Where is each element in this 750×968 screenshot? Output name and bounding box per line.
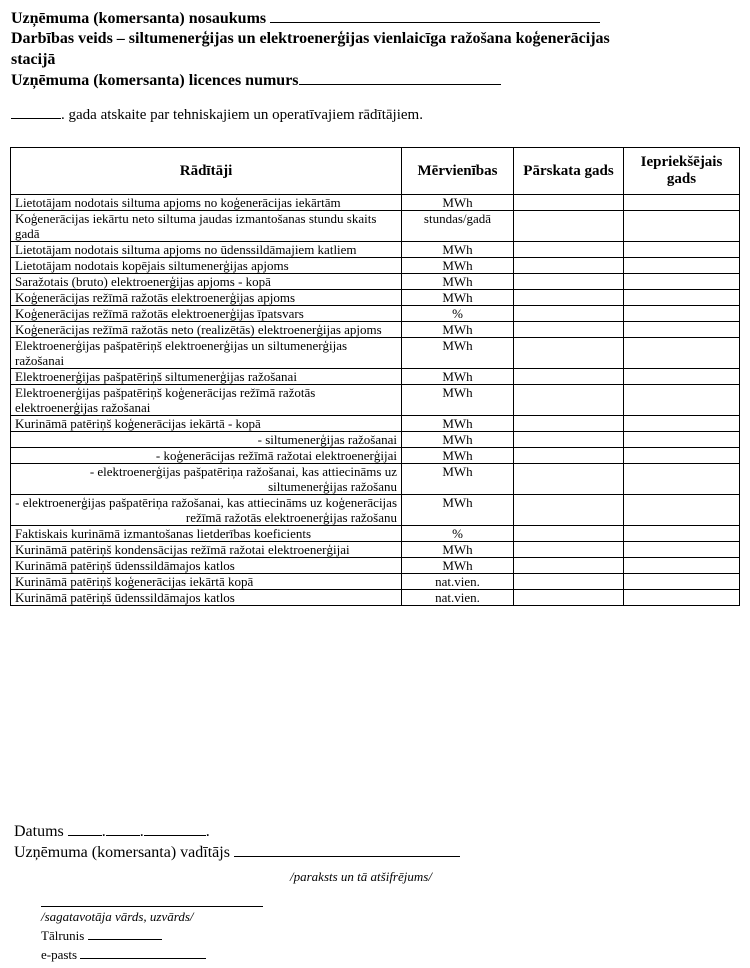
table-row xyxy=(11,448,740,464)
header-previous-year: Iepriekšējais gads xyxy=(624,148,740,195)
report-year-cell[interactable] xyxy=(514,574,624,590)
report-year-cell[interactable] xyxy=(514,448,624,464)
license-number-line xyxy=(11,71,501,90)
report-year-cell[interactable] xyxy=(514,338,624,369)
previous-year-cell[interactable] xyxy=(624,432,740,448)
indicator-cell: Kurināmā patēriņš koģenerācijas iekārtā - kopā xyxy=(11,416,402,432)
table-row xyxy=(11,195,740,211)
table-row xyxy=(11,274,740,290)
previous-year-cell[interactable] xyxy=(624,385,740,416)
indicator-cell: Kurināmā patēriņš kondensācijas režīmā ražotai elektroenerģijai xyxy=(11,542,402,558)
previous-year-cell[interactable] xyxy=(624,258,740,274)
indicator-cell: - koģenerācijas režīmā ražotai elektroenerģijai xyxy=(11,448,402,464)
previous-year-cell[interactable] xyxy=(624,495,740,526)
unit-cell: % xyxy=(402,306,514,322)
report-year-cell[interactable] xyxy=(514,369,624,385)
unit-cell: MWh xyxy=(402,195,514,211)
previous-year-cell[interactable] xyxy=(624,542,740,558)
table-row xyxy=(11,558,740,574)
previous-year-cell[interactable] xyxy=(624,211,740,242)
unit-cell: % xyxy=(402,526,514,542)
unit-cell: MWh xyxy=(402,258,514,274)
indicator-cell: Elektroenerģijas pašpatēriņš koģenerācijas režīmā ražotās elektroenerģijas ražošanai xyxy=(11,385,402,416)
table-row xyxy=(11,495,740,526)
indicator-cell: Elektroenerģijas pašpatēriņš elektroenerģijas un siltumenerģijas ražošanai xyxy=(11,338,402,369)
report-year-cell[interactable] xyxy=(514,558,624,574)
phone-line xyxy=(41,928,162,944)
report-year-cell[interactable] xyxy=(514,258,624,274)
table-row xyxy=(11,211,740,242)
unit-cell: MWh xyxy=(402,416,514,432)
report-year-cell[interactable] xyxy=(514,385,624,416)
indicator-cell: Kurināmā patēriņš ūdenssildāmajos katlos xyxy=(11,590,402,606)
indicator-cell: Lietotājam nodotais kopējais siltumenerģijas apjoms xyxy=(11,258,402,274)
email-field[interactable] xyxy=(80,958,206,959)
table-row xyxy=(11,369,740,385)
indicator-cell: Koģenerācijas režīmā ražotās neto (realizētās) elektroenerģijas apjoms xyxy=(11,322,402,338)
report-year-cell[interactable] xyxy=(514,290,624,306)
unit-cell: MWh xyxy=(402,385,514,416)
previous-year-cell[interactable] xyxy=(624,290,740,306)
unit-cell: MWh xyxy=(402,464,514,495)
report-year-cell[interactable] xyxy=(514,274,624,290)
company-name-label: Uzņēmuma (komersanta) nosaukums xyxy=(11,10,267,27)
company-name-line xyxy=(11,9,600,28)
indicator-cell: Koģenerācijas iekārtu neto siltuma jaudas izmantošanas stundu skaits gadā xyxy=(11,211,402,242)
indicator-cell: Lietotājam nodotais siltuma apjoms no koģenerācijas iekārtām xyxy=(11,195,402,211)
previous-year-cell[interactable] xyxy=(624,274,740,290)
indicator-cell: Elektroenerģijas pašpatēriņš siltumenerģijas ražošanai xyxy=(11,369,402,385)
indicator-cell: - elektroenerģijas pašpatēriņa ražošanai, kas attiecināms uz koģenerācijas režīmā ražotās elektroenerģijas ražošanu xyxy=(11,495,402,526)
previous-year-cell[interactable] xyxy=(624,338,740,369)
report-year-cell[interactable] xyxy=(514,416,624,432)
indicators-table xyxy=(10,147,740,606)
phone-field[interactable] xyxy=(88,939,162,940)
phone-label: Tālrunis xyxy=(41,928,85,943)
head-label: Uzņēmuma (komersanta) vadītājs xyxy=(14,844,230,861)
report-year-cell[interactable] xyxy=(514,432,624,448)
table-row xyxy=(11,416,740,432)
indicator-cell: Kurināmā patēriņš koģenerācijas iekārtā kopā xyxy=(11,574,402,590)
report-year-cell[interactable] xyxy=(514,242,624,258)
unit-cell: MWh xyxy=(402,495,514,526)
report-year-cell[interactable] xyxy=(514,195,624,211)
header-units: Mērvienības xyxy=(402,148,514,195)
unit-cell: MWh xyxy=(402,558,514,574)
date-year-field[interactable] xyxy=(144,835,206,836)
table-row xyxy=(11,574,740,590)
report-year-cell[interactable] xyxy=(514,464,624,495)
report-year-cell[interactable] xyxy=(514,306,624,322)
report-year-cell[interactable] xyxy=(514,495,624,526)
previous-year-cell[interactable] xyxy=(624,306,740,322)
head-signature-field[interactable] xyxy=(234,856,460,857)
previous-year-cell[interactable] xyxy=(624,590,740,606)
indicator-cell: - siltumenerģijas ražošanai xyxy=(11,432,402,448)
indicator-cell: Koģenerācijas režīmā ražotās elektroenerģijas apjoms xyxy=(11,290,402,306)
previous-year-cell[interactable] xyxy=(624,416,740,432)
license-number-label: Uzņēmuma (komersanta) licences numurs xyxy=(11,72,299,89)
unit-cell: MWh xyxy=(402,432,514,448)
unit-cell: nat.vien. xyxy=(402,590,514,606)
indicator-cell: - elektroenerģijas pašpatēriņa ražošanai, kas attiecināms uz siltumenerģijas ražošanu xyxy=(11,464,402,495)
email-label: e-pasts xyxy=(41,947,78,962)
previous-year-cell[interactable] xyxy=(624,464,740,495)
table-row xyxy=(11,526,740,542)
preparer-field[interactable] xyxy=(41,906,263,907)
header-indicators: Rādītāji xyxy=(11,148,402,195)
report-title-text: . gada atskaite par tehniskajiem un operatīvajiem rādītājiem. xyxy=(61,107,423,123)
date-month-field[interactable] xyxy=(106,835,140,836)
previous-year-cell[interactable] xyxy=(624,526,740,542)
unit-cell: nat.vien. xyxy=(402,574,514,590)
unit-cell: MWh xyxy=(402,290,514,306)
previous-year-cell[interactable] xyxy=(624,558,740,574)
previous-year-cell[interactable] xyxy=(624,242,740,258)
table-body xyxy=(11,195,740,606)
unit-cell: MWh xyxy=(402,274,514,290)
license-number-field[interactable] xyxy=(299,84,501,85)
report-year-cell[interactable] xyxy=(514,590,624,606)
head-line xyxy=(14,844,460,862)
unit-cell: MWh xyxy=(402,369,514,385)
email-line xyxy=(41,947,206,963)
table-row xyxy=(11,290,740,306)
indicator-cell: Saražotais (bruto) elektroenerģijas apjoms - kopā xyxy=(11,274,402,290)
report-title xyxy=(11,107,423,124)
table-row xyxy=(11,542,740,558)
table-row xyxy=(11,385,740,416)
table-row xyxy=(11,242,740,258)
date-day-field[interactable] xyxy=(68,835,102,836)
company-name-field[interactable] xyxy=(270,22,600,23)
table-row xyxy=(11,322,740,338)
indicator-cell: Faktiskais kurināmā izmantošanas lietderības koeficients xyxy=(11,526,402,542)
previous-year-cell[interactable] xyxy=(624,322,740,338)
table-row xyxy=(11,464,740,495)
previous-year-cell[interactable] xyxy=(624,574,740,590)
preparer-note: /sagatavotāja vārds, uzvārds/ xyxy=(41,909,194,924)
report-year-cell[interactable] xyxy=(514,542,624,558)
report-year-cell[interactable] xyxy=(514,211,624,242)
date-line: Datums . . . xyxy=(14,823,210,840)
report-year-cell[interactable] xyxy=(514,322,624,338)
unit-cell: MWh xyxy=(402,242,514,258)
indicator-cell: Kurināmā patēriņš ūdenssildāmajos katlos xyxy=(11,558,402,574)
unit-cell: MWh xyxy=(402,542,514,558)
unit-cell: MWh xyxy=(402,338,514,369)
table-row xyxy=(11,432,740,448)
unit-cell: MWh xyxy=(402,322,514,338)
header-report-year: Pārskata gads xyxy=(514,148,624,195)
table-row xyxy=(11,590,740,606)
previous-year-cell[interactable] xyxy=(624,369,740,385)
activity-type-line: Darbības veids – siltumenerģijas un elektroenerģijas vienlaicīga ražošana koģenerācijas xyxy=(11,30,610,47)
table-row xyxy=(11,338,740,369)
activity-type-line-cont: stacijā xyxy=(11,51,56,68)
indicator-cell: Koģenerācijas režīmā ražotās elektroenerģijas īpatsvars xyxy=(11,306,402,322)
table-row xyxy=(11,306,740,322)
previous-year-cell[interactable] xyxy=(624,195,740,211)
signature-note: /paraksts un tā atšifrējums/ xyxy=(290,869,432,884)
previous-year-cell[interactable] xyxy=(624,448,740,464)
table-header-row xyxy=(11,148,740,195)
indicator-cell: Lietotājam nodotais siltuma apjoms no ūdenssildāmajiem katliem xyxy=(11,242,402,258)
unit-cell: stundas/gadā xyxy=(402,211,514,242)
year-field[interactable] xyxy=(11,118,61,119)
table-row xyxy=(11,258,740,274)
unit-cell: MWh xyxy=(402,448,514,464)
report-year-cell[interactable] xyxy=(514,526,624,542)
date-label: Datums xyxy=(14,823,64,840)
